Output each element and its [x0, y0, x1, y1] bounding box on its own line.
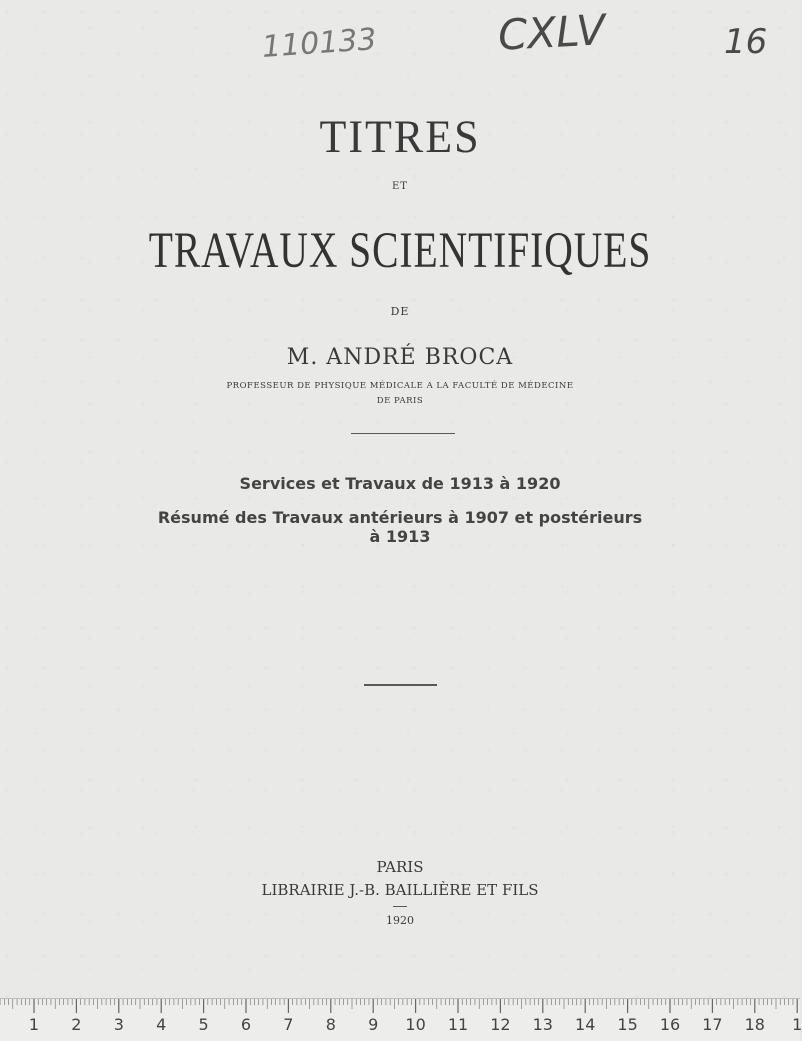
- ruler-label: 9: [368, 1015, 379, 1034]
- publication-city: PARIS: [376, 858, 424, 876]
- publisher-dash: [393, 906, 407, 907]
- handwritten-number: 16: [724, 22, 768, 62]
- author-position-line-2: DE PARIS: [376, 396, 424, 406]
- ruler-label: 6: [240, 1015, 252, 1034]
- divider-rule-top: [351, 433, 455, 434]
- title-conjunction: ET: [392, 181, 408, 192]
- title-line-1: TITRES: [319, 111, 481, 163]
- subtitle-line-1: Services et Travaux de 1913 à 1920: [239, 474, 561, 493]
- ruler-label: 8: [325, 1015, 336, 1034]
- ruler-label: 13: [532, 1015, 553, 1034]
- subtitle-line-2: Résumé des Travaux antérieurs à 1907 et postérieurs: [157, 508, 643, 527]
- ruler-label: 2: [71, 1015, 82, 1034]
- title-preposition: DE: [390, 305, 410, 318]
- ruler-label: 14: [575, 1015, 596, 1034]
- divider-rule-bottom: [364, 684, 437, 686]
- ruler-label: 3: [113, 1015, 124, 1034]
- measuring-ruler: [0, 998, 800, 1041]
- handwritten-roman-number: CXLV: [496, 5, 607, 60]
- publication-year: 1920: [386, 914, 414, 927]
- ruler-label: 1: [28, 1015, 40, 1034]
- author-position-line-1: PROFESSEUR DE PHYSIQUE MÉDICALE A LA FACULTÉ DE MÉDECINE: [226, 381, 574, 391]
- ruler-label: 15: [617, 1015, 638, 1034]
- ruler-label: 11: [447, 1015, 469, 1034]
- handwritten-inventory-number: 110133: [260, 22, 378, 65]
- ruler-label: 12: [490, 1015, 511, 1034]
- ruler-label: 7: [283, 1015, 294, 1034]
- ruler-label: 10: [405, 1015, 426, 1034]
- ruler-label: 5: [198, 1015, 209, 1034]
- subtitle-line-3: à 1913: [369, 527, 431, 546]
- title-line-2: TRAVAUX SCIENTIFIQUES: [148, 223, 652, 279]
- ruler-label: 17: [702, 1015, 723, 1034]
- ruler-label: 18: [744, 1015, 765, 1034]
- publisher-name: LIBRAIRIE J.-B. BAILLIÈRE ET FILS: [261, 881, 539, 899]
- ruler-label: 1: [792, 1015, 802, 1034]
- ruler-label: 4: [156, 1015, 167, 1034]
- ruler-label: 16: [659, 1015, 681, 1034]
- author-name: M. ANDRÉ BROCA: [286, 345, 514, 370]
